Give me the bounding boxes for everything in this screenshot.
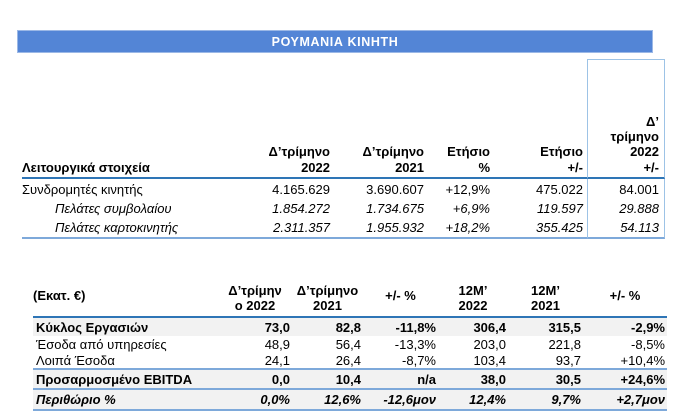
value-cell: 221,8: [548, 337, 581, 352]
row-label: Έσοδα από υπηρεσίες: [36, 337, 167, 352]
value-cell: 24,1: [218, 353, 292, 370]
value-cell: 119.597: [536, 201, 583, 216]
row-label: Προσαρμοσμένο EBITDA: [33, 370, 218, 390]
value-cell-boxed: 54.113: [587, 218, 665, 239]
value-cell: n/a: [363, 370, 438, 390]
column-header-annual-change: +/- %: [583, 277, 667, 318]
value-cell-boxed: 29.888: [587, 199, 665, 218]
value-cell: 475.022: [536, 181, 583, 197]
row-label: Λοιπά Έσοδα: [33, 353, 218, 370]
value-cell: 93,7: [508, 353, 583, 370]
value-cell: 103,4: [438, 353, 508, 370]
value-cell: -13,3%: [394, 337, 436, 352]
column-header-12m-2021: 12Μ’ 2021: [508, 277, 583, 318]
row-label: Περιθώριο %: [33, 390, 218, 411]
value-cell: 355.425: [490, 218, 583, 239]
value-cell: 10,4: [292, 370, 363, 390]
section-title: ΡΟΥΜΑΝΙΑ ΚΙΝΗΤΗ: [271, 34, 399, 49]
value-cell: 9,7%: [508, 390, 583, 411]
row-label: Πελάτες καρτοκινητής: [22, 218, 218, 239]
row-label: Πελάτες συμβολαίου: [55, 201, 172, 216]
row-label: Συνδρομητές κινητής: [22, 181, 143, 197]
column-header-12m-2022: 12Μ’ 2022: [438, 277, 508, 318]
value-cell: 48,9: [264, 337, 290, 352]
column-header-q4-2022-diff-boxed: Δ’ τρίμηνο 2022 +/-: [587, 59, 665, 179]
column-header-unit: (Εκατ. €): [33, 277, 218, 318]
section-title-bar: [17, 30, 653, 53]
value-cell: 3.690.607: [366, 181, 424, 197]
value-cell: 0,0%: [218, 390, 292, 411]
value-cell: 203,0: [473, 337, 506, 352]
value-cell: 26,4: [292, 353, 363, 370]
value-cell: +12,9%: [445, 181, 490, 197]
value-cell: 30,5: [508, 370, 583, 390]
column-header-q4-2022: Δ’τρίμην ο 2022: [218, 277, 292, 318]
column-header-quarter-change: +/- %: [363, 277, 438, 318]
value-cell: -8,7%: [363, 353, 438, 370]
value-cell: -11,8%: [363, 318, 438, 336]
value-cell: +2,7μον: [583, 390, 667, 411]
value-cell: 56,4: [335, 337, 361, 352]
value-cell-boxed: 84.001: [587, 179, 665, 199]
operational-data-table: [22, 59, 665, 239]
value-cell: -2,9%: [583, 318, 667, 336]
value-cell: 1.955.932: [330, 218, 424, 239]
value-cell: 12,4%: [438, 390, 508, 411]
operational-header-label: Λειτουργικά στοιχεία: [22, 159, 150, 175]
value-cell: 1.854.272: [272, 201, 330, 216]
financial-data-table: [33, 277, 667, 411]
value-cell: 4.165.629: [272, 181, 330, 197]
column-header-operational: [22, 59, 218, 179]
value-cell: 73,0: [218, 318, 292, 336]
row-label: Κύκλος Εργασιών: [33, 318, 218, 336]
column-header-annual-diff: Ετήσιο +/-: [490, 59, 583, 179]
value-cell: 82,8: [292, 318, 363, 336]
value-cell: 2.311.357: [218, 218, 330, 239]
value-cell: -12,6μον: [363, 390, 438, 411]
value-cell: +10,4%: [583, 353, 667, 370]
value-cell: 38,0: [438, 370, 508, 390]
value-cell: 12,6%: [292, 390, 363, 411]
value-cell: 306,4: [438, 318, 508, 336]
column-header-q4-2021: Δ’τρίμηνο 2021: [330, 59, 424, 179]
value-cell: +18,2%: [424, 218, 490, 239]
value-cell: 1.734.675: [366, 201, 424, 216]
value-cell: +24,6%: [583, 370, 667, 390]
value-cell: 315,5: [508, 318, 583, 336]
column-header-q4-2022: Δ’τρίμηνο 2022: [218, 59, 330, 179]
value-cell: +6,9%: [452, 201, 490, 216]
value-cell: -8,5%: [631, 337, 665, 352]
column-header-annual-pct: Ετήσιο %: [424, 59, 490, 179]
column-header-q4-2021: Δ’τρίμηνο 2021: [292, 277, 363, 318]
value-cell: 0,0: [218, 370, 292, 390]
